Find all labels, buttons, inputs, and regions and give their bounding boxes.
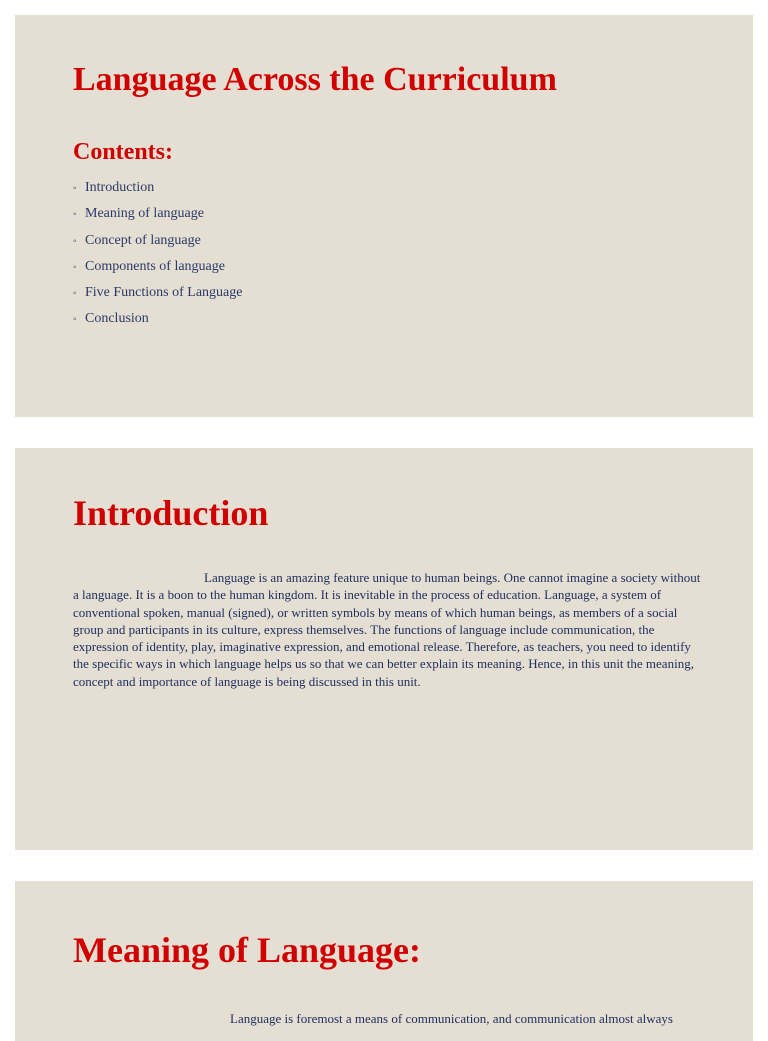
bullet-icon: ◦ (73, 288, 77, 300)
list-item-label: Meaning of language (85, 206, 204, 222)
list-item (73, 309, 242, 335)
slide-title: Introduction (73, 493, 269, 533)
bullet-icon: ◦ (73, 209, 77, 221)
contents-heading: Contents: (73, 139, 173, 165)
contents-list (73, 178, 242, 336)
list-item-label: Introduction (85, 180, 155, 195)
slide-title: Language Across the Curriculum (73, 61, 557, 98)
list-item-label: Five Functions of Language (85, 285, 243, 301)
list-item (73, 178, 242, 204)
list-item-label: Conclusion (85, 311, 149, 327)
slide-contents (15, 15, 753, 417)
bullet-icon: ◦ (73, 183, 77, 194)
slide-body-text: Language is foremost a means of communication, and communication almost always (230, 1011, 673, 1026)
list-item (73, 283, 242, 309)
list-item-label: Concept of language (85, 232, 201, 248)
list-item (73, 204, 242, 230)
bullet-icon: ◦ (73, 235, 77, 247)
slide-meaning-of-language (15, 881, 753, 1041)
list-item (73, 257, 242, 283)
slide-title: Meaning of Language: (73, 930, 422, 970)
bullet-icon: ◦ (73, 261, 77, 273)
list-item (73, 231, 242, 257)
list-item-label: Components of language (85, 258, 225, 274)
slide-introduction (15, 448, 753, 850)
bullet-icon: ◦ (73, 314, 77, 326)
slide-body-text: Language is an amazing feature unique to human beings. One cannot imagine a society without a language. It is a boon to the human kingdom. It is inevitable in the process of education. Language, a system of conventional spoken, manual (signed), or written symbols by means of which human beings, as members of a social group and participants in its culture, express themselves. The functions of language include communication, the expression of identity, play, imaginative expression, and emotional release. Therefore, as teachers, you need to identify the specific ways in which language helps us so that we can better explain its meaning. Hence, in this unit the meaning, concept and importance of language is being discussed in this unit. (73, 570, 701, 689)
